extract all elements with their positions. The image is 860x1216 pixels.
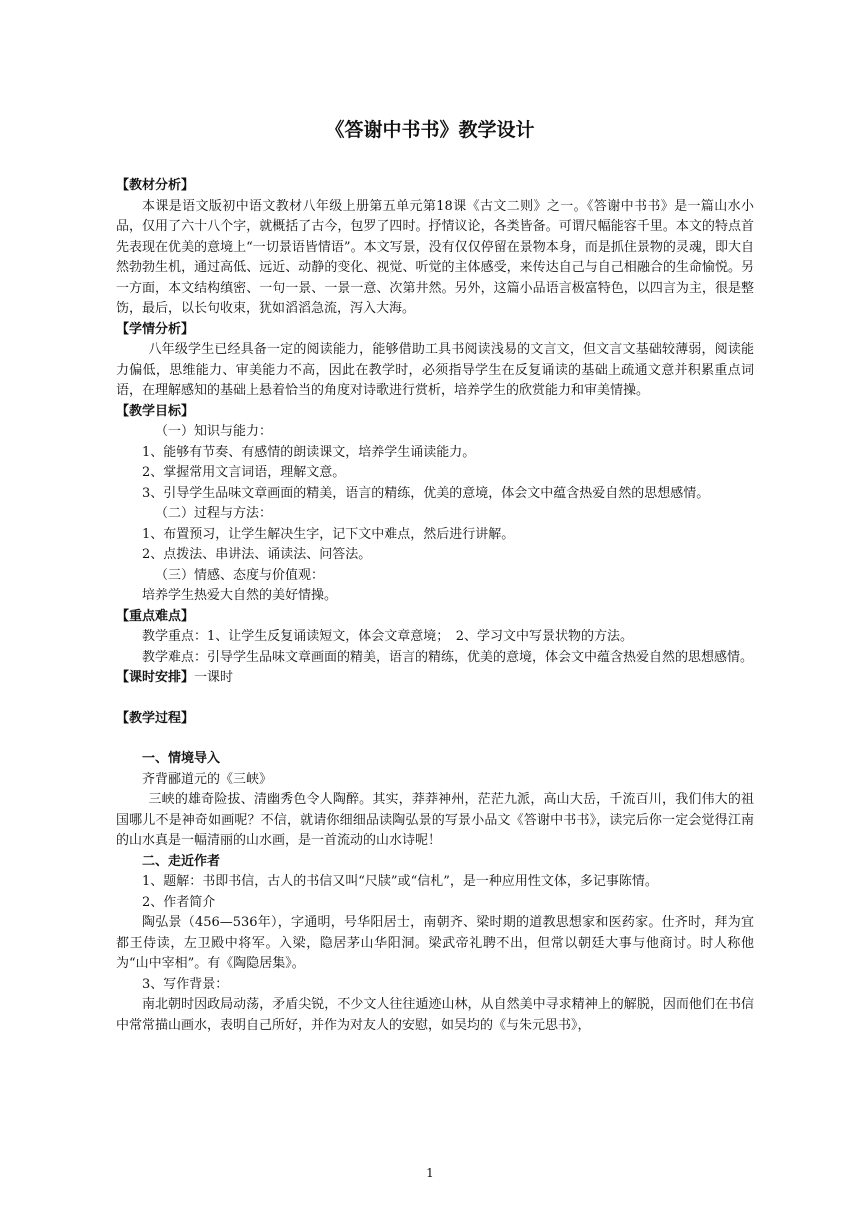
goal-item: 2、点拨法、串讲法、诵读法、问答法。 [142, 547, 372, 562]
paragraph-jiaocai: 本课是语文版初中语文教材八年级上册第五单元第18课《古文二则》之一。《答谢中书书》是一篇山水小品，仅用了六十八个字，就概括了古今，包罗了四时。抒情议论，各类皆备。可谓尺幅能容千里。本文的特点首先表现在优美的意境上“一切景语皆情语”。本文写景，没有仅仅停留在景物本身，而是抓住景物的灵魂，即大自然勃勃生机，通过高低、远近、动静的变化、视觉、听觉的主体感受，来传达自己与自己相融合的生命愉悦。另一方面，本文结构缜密、一句一景、一景一意、次第井然。另外，这篇小品语言极富特色，以四言为主，很是整饬，最后，以长句收束，犹如滔滔急流，泻入大海。 [116, 198, 754, 316]
section-1-title: 一、情境导入 [142, 751, 221, 766]
section-1-line: 齐背郦道元的《三峡》 [142, 771, 273, 787]
section-2-p5: 南北朝时因政局动荡，矛盾尖锐，不少文人往往遁迹山林，从自然美中寻求精神上的解脱，因而他们在书信中常常描山画水，表明自己所好，并作为对友人的安慰，如吴均的《与朱元思书》， [116, 997, 754, 1033]
goal-group-3-title: （三）情感、态度与价值观： [155, 567, 325, 583]
goal-item: 2、掌握常用文言词语，理解文意。 [142, 465, 346, 480]
section-2-p2: 2、作者简介 [142, 894, 216, 910]
section-2-p1: 1、题解：书即书信，古人的书信又叫“尺牍”或“信札”，是一种应用性文体，多记事陈情。 [142, 874, 658, 889]
section-2-p3: 陶弘景（456—536年），字通明，号华阳居士，南朝齐、梁时期的道教思想家和医药家。仕齐时，拜为宜都王侍读，左卫殿中将军。入梁，隐居茅山华阳洞。梁武帝礼聘不出，但常以朝廷大事与他商讨。时人称他为“山中宰相”。有《陶隐居集》。 [116, 915, 754, 971]
goal-item: 1、能够有节奏、有感情的朗读课文，培养学生诵读能力。 [142, 444, 476, 460]
goal-group-1-title: （一）知识与能力： [155, 424, 273, 439]
heading-jiaocai: 【教材分析】 [116, 178, 195, 193]
spacer [116, 729, 754, 749]
page-number: 1 [426, 1166, 434, 1180]
schedule-line [116, 668, 754, 689]
section-2-title: 二、走近作者 [142, 853, 221, 869]
key-points: 教学重点：1、让学生反复诵读短文，体会文章意境； 2、学习文中写景状物的方法。 [142, 629, 634, 644]
goal-item: 3、引导学生品味文章画面的精美，语言的精练，优美的意境，体会文中蕴含热爱自然的思想感情。 [142, 485, 710, 501]
heading-keshi: 【课时安排】 [116, 670, 195, 685]
section-1-text: 三峡的雄奇险拔、清幽秀色令人陶醉。其实，莽莽神州，茫茫九派，高山大岳，千流百川，我们伟大的祖国哪儿不是神奇如画呢？不信，就请你细细品读陶弘景的写景小品文《答谢中书书》，读完后你一定会觉得江南的山水真是一幅清丽的山水画，是一首流动的山水诗呢！ [116, 792, 754, 848]
section-2-p4: 3、写作背景： [142, 976, 229, 992]
heading-guocheng: 【教学过程】 [116, 710, 195, 726]
document-body [116, 176, 754, 1036]
heading-zhongdian: 【重点难点】 [116, 608, 195, 624]
heading-mubiao: 【教学目标】 [116, 403, 195, 419]
paragraph-xueqing: 八年级学生已经具备一定的阅读能力，能够借助工具书阅读浅易的文言文，但文言文基础较薄弱，阅读能力偏低，思维能力、审美能力不高，因此在教学时，必须指导学生在反复诵读的基础上疏通文意并积累重点词语，在理解感知的基础上悬着恰当的角度对诗歌进行赏析，培养学生的欣赏能力和审美情操。 [116, 342, 754, 398]
goal-group-3-text: 培养学生热爱大自然的美好情操。 [142, 588, 338, 603]
page-title: 《答谢中书书》教学设计 [325, 119, 535, 141]
goal-group-2-title: （二）过程与方法： [155, 506, 273, 521]
heading-xueqing: 【学情分析】 [116, 321, 195, 337]
schedule-value: 一课时 [194, 670, 234, 685]
spacer [116, 689, 754, 709]
difficult-points: 教学难点：引导学生品味文章画面的精美，语言的精练，优美的意境，体会文中蕴含热爱自然的思想感情。 [142, 649, 754, 665]
goal-item: 1、布置预习，让学生解决生字，记下文中难点，然后进行讲解。 [142, 526, 515, 542]
